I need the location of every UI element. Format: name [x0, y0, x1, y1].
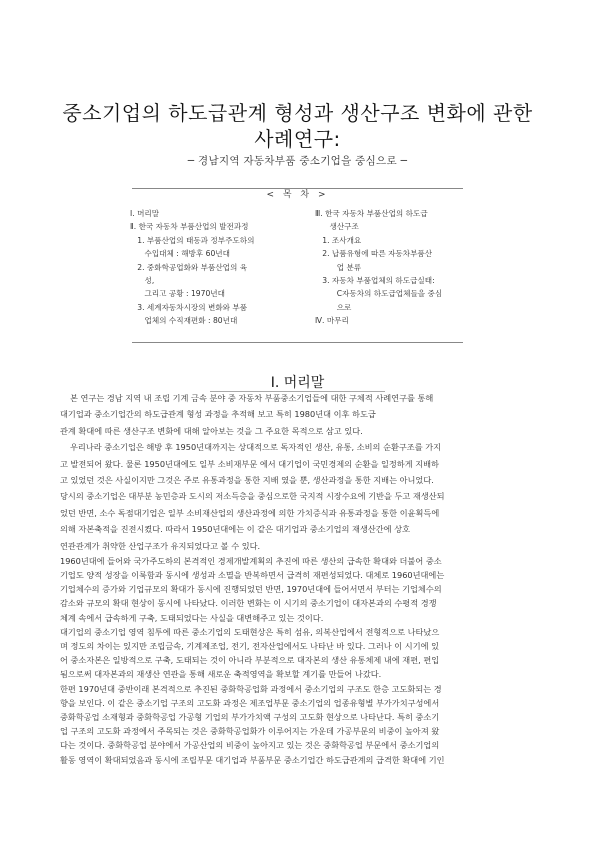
body-line: 기업도 양적 성장을 이룩함과 동시에 생성과 소멸을 반복하면서 급격히 재편성되었다. 대체로 1960년대에는: [60, 570, 445, 581]
paper-subtitle: ─ 경남지역 자동차부품 중소기업을 중심으로 ─: [187, 155, 408, 167]
toc-item: 1. 부품산업의 태동과 정부주도하의: [130, 235, 255, 245]
toc-item: 생산구조: [315, 222, 359, 232]
toc-item: 업 분류: [315, 262, 362, 272]
toc-item: 업체의 수직재편화 : 80년대: [130, 316, 238, 326]
toc-heading-text: < 목 차 >: [258, 190, 336, 200]
body-line: 고 발전되어 왔다. 물론 1950년대에도 일부 소비재부문 에서 대기업이 국민경제의 순환을 일정하게 지배하: [60, 458, 439, 469]
toc-item: 수입대체 : 해방후 60년대: [130, 249, 230, 259]
toc-item: Ⅳ. 마무리: [315, 316, 349, 326]
body-line: 우리나라 중소기업은 해방 후 1950년대까지는 상대적으로 독자적인 생산, 유통, 소비의 순환구조를 가지: [70, 442, 442, 453]
toc-item: Ⅰ. 머리말: [130, 209, 160, 218]
toc-right-column: [315, 207, 463, 328]
toc-left-column: [130, 207, 295, 328]
toc-item: Ⅱ. 한국 자동차 부품산업의 발전과정: [130, 222, 249, 232]
toc-item: Ⅲ. 한국 자동차 부품산업의 하도급: [315, 209, 428, 218]
body-line: 대기업의 중소기업 영역 침투에 따른 중소기업의 도태현상은 특히 섬유, 의복산업에서 전형적으로 나타났으: [60, 626, 440, 637]
body-line: 체계 속에서 급속하게 구축, 도태되었다는 사실을 대변해주고 있는 것이다.: [60, 612, 324, 623]
toc-item: 2. 중화학공업화와 부품산업의 육: [130, 262, 248, 272]
body-line: 업 구조의 고도화 과정에서 주목되는 것은 중화학공업화가 이루어지는 가운데 가공부문의 비중이 높아져 왔: [60, 726, 440, 737]
body-line: 어 중소자본은 일방적으로 구축, 도태되는 것이 아니라 부분적으로 대자본의 생산 유통체제 내에 재편, 편입: [60, 655, 440, 666]
paper-title-line1: 중소기업의 하도급관계 형성과 생산구조 변화에 관한: [62, 101, 533, 125]
body-line: 기업체수의 증가와 기업규모의 확대가 동시에 진행되었던 반면, 1970년대에 들어서면서 부터는 기업체수의: [60, 584, 442, 595]
toc-item: 3. 자동차 부품업체의 하도급실태:: [315, 276, 435, 286]
body-line: 활동 영역이 확대되었음과 동시에 조립부문 대기업과 부품부문 중소기업간 하도급관계의 급격한 확대에 기인: [60, 754, 445, 765]
body-line: 대기업과 중소기업간의 하도급관계 형성 과정을 추적해 보고 특히 1980년대 이후 하도급: [60, 409, 376, 420]
toc-item: 3. 세계자동차시장의 변화와 부품: [130, 302, 248, 312]
body-line: 다는 것이다. 중화학공업 분야에서 가공산업의 비중이 높아지고 있는 것은 중화학공업 부문에서 중소기업의: [60, 740, 440, 751]
body-line: 본 연구는 경남 지역 내 조립 기계 금속 분야 중 자동차 부품중소기업들에 대한 구체적 사례연구를 통해: [70, 393, 434, 403]
toc-item: C자동차의 하도급업체들을 중심: [315, 289, 443, 299]
toc-item: 2. 납품유형에 따른 자동차부품산: [315, 249, 433, 259]
toc-item: 성,: [130, 276, 155, 286]
body-line: 의해 자본축적을 진전시켰다. 따라서 1950년대에는 이 같은 대기업과 중소기업의 재생산간에 상호: [60, 524, 411, 535]
section-heading-introduction: Ⅰ. 머리말: [0, 372, 595, 392]
body-line: 향을 보인다. 이 같은 중소기업 구조의 고도화 과정은 제조업부문 중소기업의 업종유형별 부가가치구성에서: [60, 697, 440, 708]
toc-item: 그리고 공황 : 1970년대: [130, 289, 225, 299]
body-line: 당시의 중소기업은 대부분 농민층과 도시의 저소득층을 중심으로한 국지적 시장수요에 기반을 두고 재생산되: [60, 491, 445, 502]
body-line: 었던 반면, 소수 독점대기업은 일부 소비재산업의 생산과정에 의한 가치증식과 유통과정을 통한 이윤획득에: [60, 507, 440, 518]
body-line: 1960년대에 들어와 국가주도하의 본격적인 경제개발계획의 추진에 따른 생산의 급속한 확대와 더불어 중소: [60, 555, 442, 566]
body-line: 한편 1970년대 중반이래 본격적으로 추진된 중화학공업화 과정에서 중소기업의 구조도 한층 고도화되는 경: [60, 683, 442, 694]
paper-title-line2: 사례연구:: [254, 127, 341, 151]
body-line: 감소와 규모의 확대 현상이 동시에 나타났다. 이러한 변화는 이 시기의 중소기업이 대자본과의 수평적 경쟁: [60, 598, 437, 609]
body-text: [60, 390, 542, 765]
body-line: 고 있었던 것은 사실이지만 그것은 주로 유통과정을 통한 지배 였을 뿐, 생산과정을 통한 지배는 아니었다.: [60, 474, 434, 485]
body-line: 관계 확대에 따른 생산구조 변화에 대해 알아보는 것을 그 주요한 목적으로 삼고 있다.: [60, 425, 363, 436]
body-line: 됨으로써 대자본과의 재생산 연관을 통해 새로운 축적영역을 확보할 계기를 만들어 나갔다.: [60, 669, 382, 680]
toc-item: 으로: [315, 302, 352, 312]
body-paragraph-3: [60, 554, 542, 765]
table-of-contents: [132, 195, 463, 343]
body-line: 며 정도의 차이는 있지만 조립금속, 기계제조업, 전기, 전자산업에서도 나타난 바 있다. 그러나 이 시기에 있: [60, 641, 440, 652]
body-line: 연관관계가 취약한 산업구조가 유지되었다고 볼 수 있다.: [60, 540, 261, 551]
toc-item: 1. 조사개요: [315, 235, 362, 245]
body-line: 중화학공업 소재형과 중화학공업 가공형 기업의 부가가치액 구성의 고도화 현상으로 나타난다. 특히 중소기: [60, 711, 440, 722]
